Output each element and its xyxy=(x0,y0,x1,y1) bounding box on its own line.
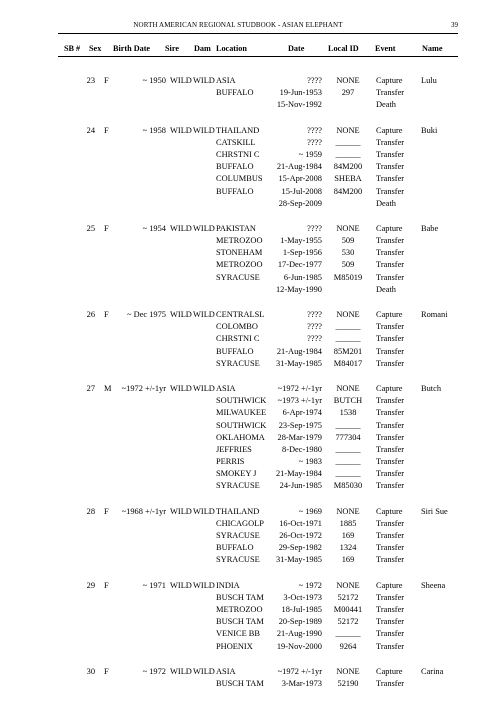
cell-local-id: M85019 xyxy=(333,272,363,282)
studbook-records xyxy=(0,75,495,703)
record-event-row xyxy=(0,309,495,321)
cell-local-id: ______ xyxy=(335,137,361,147)
cell-location: MILWAUKEE xyxy=(216,408,267,418)
cell-local-id: 84M200 xyxy=(333,162,363,172)
cell-sire: WILD xyxy=(170,310,192,319)
cell-date: 15-Jul-2008 xyxy=(281,186,322,196)
record-event-row xyxy=(0,678,495,690)
cell-location: BUFFALO xyxy=(216,543,254,553)
cell-date: ~ 1972 xyxy=(298,580,322,590)
cell-date: ~1972 +/-1yr xyxy=(277,666,322,676)
cell-location: SYRACUSE xyxy=(216,481,260,491)
record-event-row xyxy=(0,223,495,235)
cell-name: Carina xyxy=(421,666,444,676)
cell-local-id: NONE xyxy=(336,580,360,590)
cell-event: Transfer xyxy=(376,678,405,688)
cell-event: Transfer xyxy=(376,334,405,344)
record-event-row xyxy=(0,592,495,604)
cell-date: 23-Sep-1975 xyxy=(278,420,322,430)
cell-location: ASIA xyxy=(216,666,236,676)
cell-birth-date: ~ 1972 xyxy=(142,666,166,676)
cell-local-id: 169 xyxy=(341,555,355,565)
cell-date: ???? xyxy=(307,223,322,233)
record-event-row xyxy=(0,580,495,592)
cell-sire: WILD xyxy=(170,666,192,676)
cell-sex: F xyxy=(104,76,109,85)
cell-sex: F xyxy=(104,506,109,516)
cell-event: Transfer xyxy=(376,88,405,98)
cell-date: 24-Jun-1985 xyxy=(279,481,322,491)
cell-sex: F xyxy=(104,580,109,590)
record-event-row xyxy=(0,407,495,419)
cell-date: 31-May-1985 xyxy=(275,555,322,565)
cell-sire: WILD xyxy=(170,506,192,516)
cell-name: Romani xyxy=(421,310,448,319)
record-event-row xyxy=(0,333,495,345)
cell-location: BUFFALO xyxy=(216,162,254,172)
cell-dam: WILD xyxy=(193,666,215,676)
cell-event: Transfer xyxy=(376,186,405,196)
cell-local-id: NONE xyxy=(336,223,360,233)
cell-local-id: M00441 xyxy=(333,604,363,614)
cell-local-id: NONE xyxy=(336,506,360,516)
cell-local-id: SHEBA xyxy=(334,174,362,184)
cell-event: Transfer xyxy=(376,518,405,528)
cell-sire: WILD xyxy=(170,125,192,135)
cell-event: Transfer xyxy=(376,617,405,627)
cell-date: 18-Jul-1985 xyxy=(281,604,322,614)
record-event-row xyxy=(0,137,495,149)
cell-event: Transfer xyxy=(376,322,405,332)
cell-event: Transfer xyxy=(376,592,405,602)
cell-name: Sheena xyxy=(421,580,446,590)
cell-location: BUSCH TAM xyxy=(216,592,264,602)
cell-location: METROZOO xyxy=(216,604,263,614)
cell-location: INDIA xyxy=(216,580,240,590)
cell-date: 19-Nov-2000 xyxy=(276,641,322,651)
record-event-row xyxy=(0,666,495,678)
record-event-row xyxy=(0,99,495,111)
cell-date: 1-Sep-1956 xyxy=(282,248,322,258)
record-event-row xyxy=(0,480,495,492)
cell-birth-date: ~ 1958 xyxy=(142,125,166,135)
cell-local-id: ______ xyxy=(335,149,361,159)
cell-local-id: 1324 xyxy=(339,543,357,553)
cell-local-id: 9264 xyxy=(339,641,357,651)
page-header-title: NORTH AMERICAN REGIONAL STUDBOOK - ASIAN ELEPHANT xyxy=(133,21,343,29)
cell-date: ???? xyxy=(307,137,322,147)
cell-local-id: 530 xyxy=(341,248,355,258)
cell-event: Capture xyxy=(376,125,403,135)
cell-event: Transfer xyxy=(376,641,405,651)
record-event-row xyxy=(0,346,495,358)
cell-location: CHRSTNI C xyxy=(216,334,260,344)
cell-local-id: ______ xyxy=(335,444,361,454)
cell-local-id: ______ xyxy=(335,629,361,639)
cell-date: 3-Mar-1973 xyxy=(281,678,322,688)
cell-location: ASIA xyxy=(216,383,236,393)
record-event-row xyxy=(0,358,495,370)
cell-event: Transfer xyxy=(376,248,405,258)
cell-date: 26-Oct-1972 xyxy=(279,531,322,540)
record-event-row xyxy=(0,75,495,87)
record-event-row xyxy=(0,628,495,640)
cell-sire: WILD xyxy=(170,580,192,590)
cell-sb: 28 xyxy=(86,506,95,516)
record-event-row xyxy=(0,542,495,554)
record-event-row xyxy=(0,235,495,247)
cell-local-id: 509 xyxy=(341,236,355,246)
record-event-row xyxy=(0,518,495,530)
studbook-record xyxy=(0,309,495,370)
cell-date: 3-Oct-1973 xyxy=(283,592,322,602)
cell-date: 21-Aug-1990 xyxy=(276,629,322,639)
cell-event: Death xyxy=(376,284,396,294)
cell-dam: WILD xyxy=(193,223,215,233)
cell-dam: WILD xyxy=(193,506,215,516)
cell-local-id: NONE xyxy=(336,76,360,85)
cell-birth-date: ~1972 +/-1yr xyxy=(121,383,166,393)
cell-location: BUFFALO xyxy=(216,346,254,356)
cell-event: Death xyxy=(376,100,396,110)
cell-local-id: 52190 xyxy=(337,678,359,688)
cell-name: Lulu xyxy=(421,76,437,85)
cell-location: JEFFRIES xyxy=(216,444,252,454)
record-event-row xyxy=(0,641,495,653)
cell-sire: WILD xyxy=(170,76,192,85)
cell-sb: 24 xyxy=(86,125,95,135)
cell-location: SYRACUSE xyxy=(216,531,260,540)
col-header-sb: SB # xyxy=(64,44,81,53)
cell-dam: WILD xyxy=(193,383,215,393)
cell-local-id: NONE xyxy=(336,666,360,676)
cell-event: Capture xyxy=(376,580,403,590)
cell-date: ???? xyxy=(307,310,322,319)
cell-date: ~1973 +/-1yr xyxy=(277,396,322,406)
cell-birth-date: ~ 1954 xyxy=(142,223,166,233)
cell-sex: M xyxy=(104,383,112,393)
cell-location: SYRACUSE xyxy=(216,272,260,282)
column-header-row xyxy=(58,44,458,56)
col-header-sex: Sex xyxy=(89,44,102,53)
studbook-record xyxy=(0,580,495,653)
cell-date: 6-Jun-1985 xyxy=(283,272,322,282)
cell-local-id: 509 xyxy=(341,260,355,270)
record-event-row xyxy=(0,468,495,480)
record-event-row xyxy=(0,161,495,173)
cell-event: Death xyxy=(376,198,396,208)
studbook-record xyxy=(0,506,495,567)
cell-sb: 25 xyxy=(86,223,95,233)
cell-event: Transfer xyxy=(376,604,405,614)
cell-location: OKLAHOMA xyxy=(216,432,265,442)
cell-sb: 27 xyxy=(86,383,95,393)
record-event-row xyxy=(0,554,495,566)
record-event-row xyxy=(0,173,495,185)
cell-event: Capture xyxy=(376,666,403,676)
cell-event: Transfer xyxy=(376,432,405,442)
record-event-row xyxy=(0,272,495,284)
col-header-date: Date xyxy=(288,44,305,53)
cell-event: Transfer xyxy=(376,444,405,454)
cell-date: 1-May-1955 xyxy=(280,236,322,246)
cell-date: 29-Sep-1982 xyxy=(278,543,322,553)
cell-location: CATSKILL xyxy=(216,137,256,147)
cell-sex: F xyxy=(104,666,109,676)
cell-location: SYRACUSE xyxy=(216,358,260,368)
record-event-row xyxy=(0,383,495,395)
cell-birth-date: ~ 1971 xyxy=(142,580,166,590)
cell-name: Butch xyxy=(421,383,442,393)
col-header-event: Event xyxy=(375,44,396,53)
cell-location: THAILAND xyxy=(216,506,260,516)
cell-date: ???? xyxy=(307,76,322,85)
record-event-row xyxy=(0,259,495,271)
cell-date: ~ 1969 xyxy=(298,506,322,516)
record-event-row xyxy=(0,616,495,628)
cell-local-id: 169 xyxy=(341,531,355,540)
cell-sb: 23 xyxy=(86,76,95,85)
cell-event: Capture xyxy=(376,76,403,85)
cell-local-id: NONE xyxy=(336,125,360,135)
cell-date: 15-Nov-1992 xyxy=(276,100,322,110)
cell-date: 16-Oct-1971 xyxy=(279,518,322,528)
page-number: 39 xyxy=(451,21,458,29)
cell-event: Transfer xyxy=(376,396,405,406)
cell-date: ???? xyxy=(307,125,322,135)
cell-local-id: ______ xyxy=(335,334,361,344)
cell-local-id: 52172 xyxy=(337,617,359,627)
record-event-row xyxy=(0,432,495,444)
cell-local-id: NONE xyxy=(336,310,360,319)
cell-name: Siri Sue xyxy=(421,506,448,516)
cell-location: METROZOO xyxy=(216,236,263,246)
cell-location: SOUTHWICK xyxy=(216,396,267,406)
cell-name: Babe xyxy=(421,223,439,233)
cell-location: COLOMBO xyxy=(216,322,258,332)
record-event-row xyxy=(0,506,495,518)
cell-date: 6-Apr-1974 xyxy=(282,408,322,418)
record-event-row xyxy=(0,456,495,468)
cell-date: 19-Jun-1953 xyxy=(279,88,322,98)
cell-location: PAKISTAN xyxy=(216,223,256,233)
col-header-dam: Dam xyxy=(194,44,211,53)
cell-date: ~ 1959 xyxy=(298,149,322,159)
cell-local-id: M84017 xyxy=(333,358,363,368)
cell-local-id: 52172 xyxy=(337,592,359,602)
cell-location: BUSCH TAM xyxy=(216,678,264,688)
cell-event: Transfer xyxy=(376,408,405,418)
cell-location: COLUMBUS xyxy=(216,174,263,184)
cell-location: BUFFALO xyxy=(216,88,254,98)
cell-local-id: 1885 xyxy=(339,518,357,528)
cell-birth-date: ~1968 +/-1yr xyxy=(121,506,166,516)
cell-date: ???? xyxy=(307,322,322,332)
cell-dam: WILD xyxy=(193,580,215,590)
cell-dam: WILD xyxy=(193,310,215,319)
cell-event: Capture xyxy=(376,223,403,233)
cell-local-id: ______ xyxy=(335,469,361,479)
cell-sb: 26 xyxy=(86,310,95,319)
record-event-row xyxy=(0,149,495,161)
cell-local-id: 297 xyxy=(341,88,355,98)
cell-date: 28-Sep-2009 xyxy=(278,198,322,208)
cell-event: Capture xyxy=(376,310,403,319)
cell-local-id: ______ xyxy=(335,457,361,467)
studbook-record xyxy=(0,666,495,690)
col-header-name: Name xyxy=(422,44,443,53)
cell-local-id: 85M201 xyxy=(333,346,363,356)
cell-event: Transfer xyxy=(376,543,405,553)
record-event-row xyxy=(0,125,495,137)
cell-location: CHICAGOLP xyxy=(216,518,264,528)
cell-event: Transfer xyxy=(376,236,405,246)
cell-event: Transfer xyxy=(376,420,405,430)
cell-date: ???? xyxy=(307,334,322,344)
cell-dam: WILD xyxy=(193,125,215,135)
cell-sire: WILD xyxy=(170,223,192,233)
cell-dam: WILD xyxy=(193,76,215,85)
cell-local-id: 1538 xyxy=(339,408,357,418)
record-event-row xyxy=(0,420,495,432)
col-header-local-id: Local ID xyxy=(328,44,359,53)
cell-location: CHRSTNI C xyxy=(216,149,260,159)
cell-event: Transfer xyxy=(376,137,405,147)
cell-birth-date: ~ 1950 xyxy=(142,76,166,85)
cell-event: Transfer xyxy=(376,457,405,467)
cell-event: Transfer xyxy=(376,260,405,270)
col-header-birth-date: Birth Date xyxy=(113,44,151,53)
cell-event: Transfer xyxy=(376,531,405,540)
page-header xyxy=(58,20,458,32)
record-event-row xyxy=(0,87,495,99)
cell-location: SYRACUSE xyxy=(216,555,260,565)
cell-date: 8-Dec-1980 xyxy=(282,444,322,454)
studbook-record xyxy=(0,75,495,112)
cell-event: Capture xyxy=(376,506,403,516)
column-header-divider xyxy=(58,56,458,57)
cell-location: CENTRALSL xyxy=(216,310,265,319)
cell-event: Transfer xyxy=(376,358,405,368)
cell-location: VENICE BB xyxy=(216,629,260,639)
header-divider xyxy=(58,33,458,34)
cell-sex: F xyxy=(104,223,109,233)
studbook-record xyxy=(0,125,495,210)
cell-date: ~1972 +/-1yr xyxy=(277,383,322,393)
cell-location: SMOKEY J xyxy=(216,469,257,479)
cell-location: PERRIS xyxy=(216,457,245,467)
record-event-row xyxy=(0,284,495,296)
cell-date: 21-May-1984 xyxy=(275,469,322,479)
cell-sire: WILD xyxy=(170,383,192,393)
studbook-record xyxy=(0,223,495,296)
cell-location: THAILAND xyxy=(216,125,260,135)
col-header-sire: Sire xyxy=(165,44,179,53)
col-header-location: Location xyxy=(216,44,247,53)
cell-local-id: 84M200 xyxy=(333,186,363,196)
cell-date: 21-Aug-1984 xyxy=(276,346,322,356)
cell-location: BUSCH TAM xyxy=(216,617,264,627)
record-event-row xyxy=(0,186,495,198)
cell-local-id: ______ xyxy=(335,420,361,430)
cell-sb: 29 xyxy=(86,580,95,590)
cell-sb: 30 xyxy=(86,666,95,676)
cell-event: Transfer xyxy=(376,469,405,479)
cell-local-id: 777304 xyxy=(335,432,361,442)
cell-local-id: NONE xyxy=(336,383,360,393)
cell-date: 21-Aug-1984 xyxy=(276,162,322,172)
cell-event: Transfer xyxy=(376,629,405,639)
cell-event: Transfer xyxy=(376,149,405,159)
cell-event: Transfer xyxy=(376,272,405,282)
cell-location: METROZOO xyxy=(216,260,263,270)
studbook-record xyxy=(0,383,495,493)
cell-date: 31-May-1985 xyxy=(275,358,322,368)
cell-local-id: ______ xyxy=(335,322,361,332)
cell-event: Capture xyxy=(376,383,403,393)
cell-event: Transfer xyxy=(376,346,405,356)
cell-location: STONEHAM xyxy=(216,248,263,258)
cell-date: 12-May-1990 xyxy=(275,284,322,294)
cell-event: Transfer xyxy=(376,481,405,491)
cell-sex: F xyxy=(104,125,109,135)
record-event-row xyxy=(0,444,495,456)
cell-location: ASIA xyxy=(216,76,236,85)
record-event-row xyxy=(0,395,495,407)
record-event-row xyxy=(0,530,495,542)
cell-birth-date: ~ Dec 1975 xyxy=(127,310,166,319)
record-event-row xyxy=(0,604,495,616)
cell-local-id: BUTCH xyxy=(333,396,363,406)
cell-event: Transfer xyxy=(376,162,405,172)
cell-location: PHOENIX xyxy=(216,641,253,651)
cell-location: SOUTHWICK xyxy=(216,420,267,430)
cell-sex: F xyxy=(104,310,109,319)
cell-name: Buki xyxy=(421,125,438,135)
cell-event: Transfer xyxy=(376,174,405,184)
cell-date: 15-Apr-2008 xyxy=(278,174,322,184)
record-event-row xyxy=(0,247,495,259)
record-event-row xyxy=(0,198,495,210)
cell-event: Transfer xyxy=(376,555,405,565)
cell-location: BUFFALO xyxy=(216,186,254,196)
cell-date: 20-Sep-1989 xyxy=(278,617,322,627)
cell-local-id: M85030 xyxy=(333,481,363,491)
cell-date: 28-Mar-1979 xyxy=(277,432,322,442)
record-event-row xyxy=(0,321,495,333)
cell-date: 17-Dec-1977 xyxy=(277,260,322,270)
cell-date: ~ 1983 xyxy=(298,457,322,467)
